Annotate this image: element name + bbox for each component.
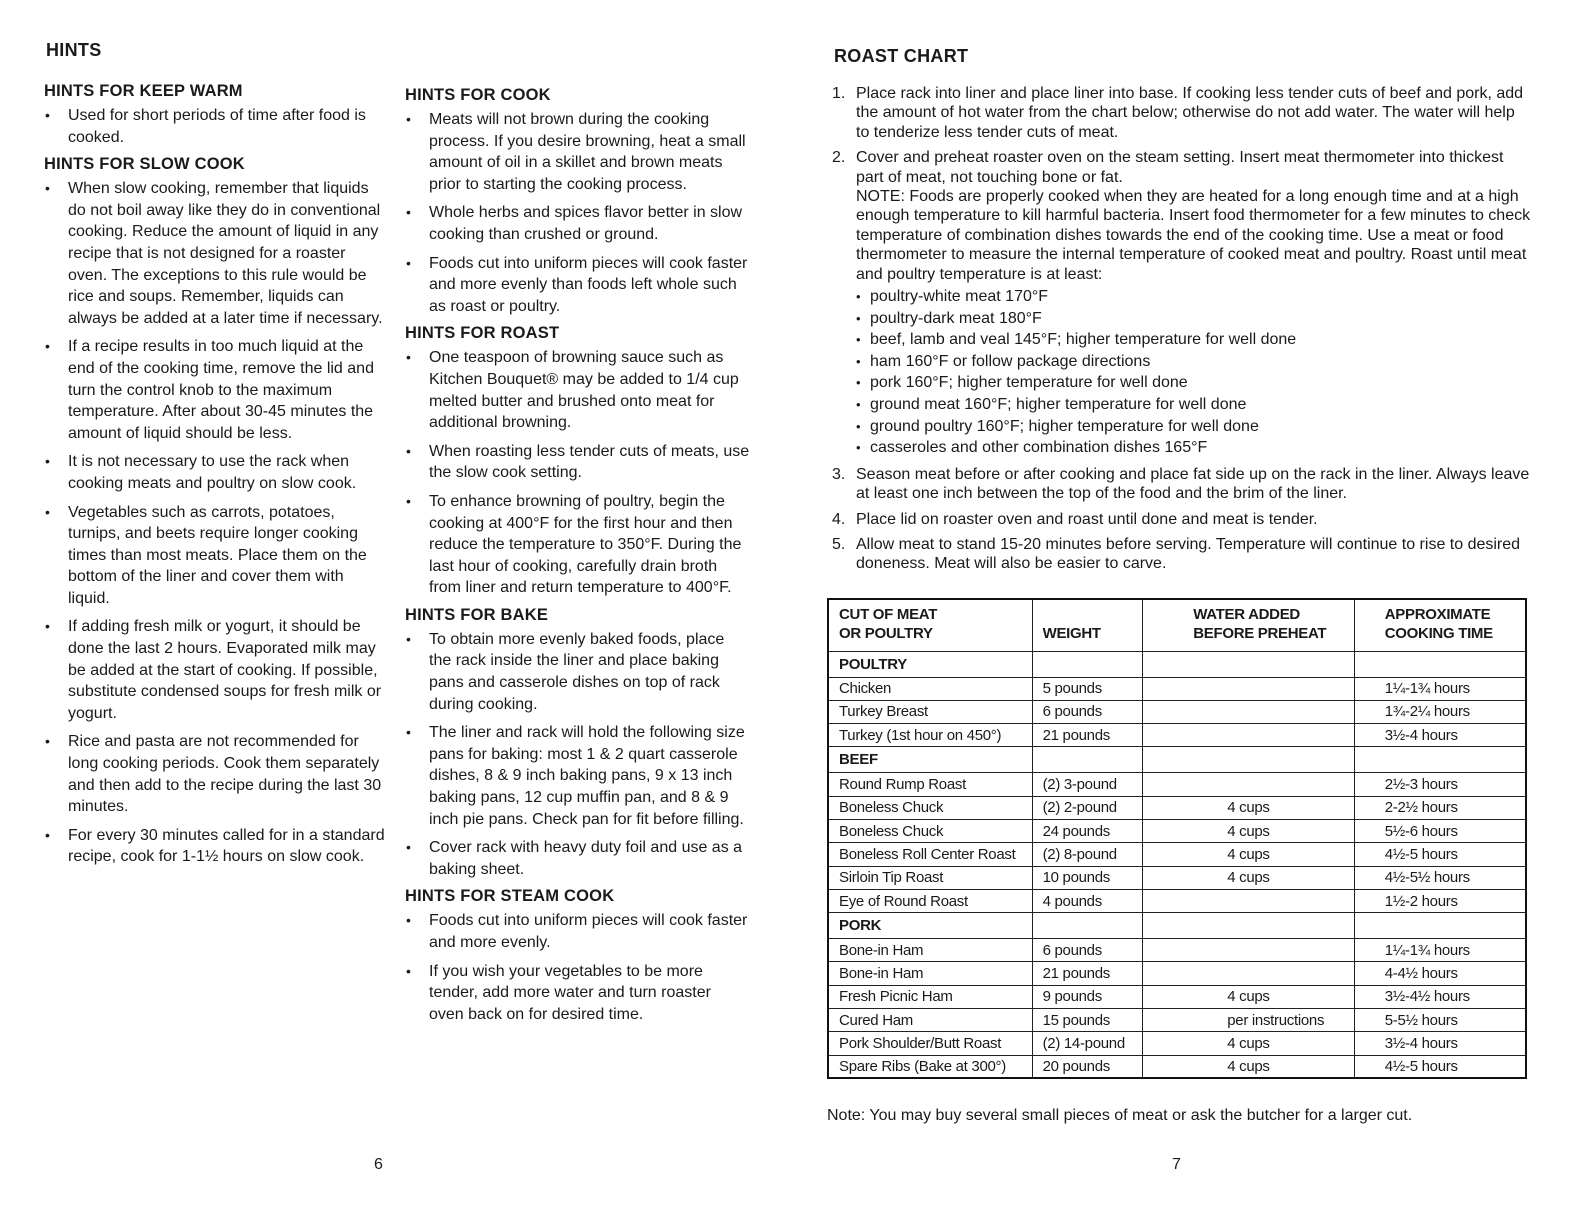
list-item: • For every 30 minutes called for in a standard recipe, cook for 1-1½ hours on slow cook. [44,825,389,868]
list-item: • To obtain more evenly baked foods, place the rack inside the liner and place baking pans and casserole dishes on top of rack during cooking. [405,629,750,715]
cell-water: per instructions [1143,1009,1355,1032]
table-row [828,889,1526,912]
cell-weight: 6 pounds [1032,700,1143,723]
step-number: 5. [832,536,846,554]
header-cut [828,599,1032,651]
cell-water: 4 cups [1143,866,1355,889]
cell-cut: Cured Ham [828,1009,1032,1032]
cell-cut: Pork Shoulder/Butt Roast [828,1032,1032,1055]
cell-cut: Round Rump Roast [828,773,1032,796]
step-text: Place rack into liner and place liner into base. If cooking less tender cuts of beef and pork, add the amount of hot water from the chart below; otherwise do not add water. The water will help to tenderize less tender cuts of meat. [856,85,1524,141]
header-cut-line1: CUT OF MEAT [839,605,938,623]
page-title-hints: HINTS [46,40,102,60]
header-water-line2: BEFORE PREHEAT [1193,624,1327,642]
cell-weight: 9 pounds [1032,985,1143,1008]
list-item: • It is not necessary to use the rack when cooking meats and poultry on slow cook. [44,451,389,494]
cell-water: 4 cups [1143,1032,1355,1055]
list-item: • Rice and pasta are not recommended for long cooking periods. Cook them separately and then add to the recipe during the last 30 minutes. [44,731,389,817]
cell-time: 5-5½ hours [1354,1009,1526,1032]
temperature-item: • ham 160°F or follow package directions [856,351,1532,373]
cell-weight: 21 pounds [1032,962,1143,985]
temperature-item: • poultry-dark meat 180°F [856,308,1532,330]
section-label: BEEF [828,747,1032,773]
cell-cut: Boneless Roll Center Roast [828,843,1032,866]
cell-cut: Fresh Picnic Ham [828,985,1032,1008]
step-number: 3. [832,465,846,483]
table-row [828,843,1526,866]
cell-time: 1¼-1¾ hours [1354,939,1526,962]
heading-slow-cook: HINTS FOR SLOW COOK [44,155,245,174]
cell-weight: 10 pounds [1032,866,1143,889]
cell-time: 4-4½ hours [1354,962,1526,985]
cell-weight: 5 pounds [1032,677,1143,700]
table-row [828,700,1526,723]
temperature-item: • pork 160°F; higher temperature for well done [856,372,1532,394]
cell-time: 4½-5 hours [1354,1055,1526,1078]
step-number: 1. [832,85,846,102]
list-item: • If adding fresh milk or yogurt, it should be done the last 2 hours. Evaporated milk may be added at the start of cooking. If possible, substitute condensed soups for fresh milk or yogurt. [44,616,389,724]
header-weight [1032,599,1143,651]
slow-cook-list [44,178,389,868]
page-title-roast-chart: ROAST CHART [834,46,969,66]
list-item: • When slow cooking, remember that liquids do not boil away like they do in conventional cooking. Reduce the amount of liquid in any recipe that is not designed for a roaster oven. The exceptions to this rule would be rice and soups. Remember, liquids can always be added at a later time if necessary. [44,178,389,329]
step-item [832,510,1532,529]
cell-time: 1½-2 hours [1354,889,1526,912]
bake-list [405,629,750,881]
cell-weight: 4 pounds [1032,889,1143,912]
heading-roast: HINTS FOR ROAST [405,324,560,343]
cell-time: 3½-4 hours [1354,724,1526,747]
step-text: Allow meat to stand 15-20 minutes before serving. Temperature will continue to rise to desired doneness. Meat will also be easier to carve. [856,536,1521,573]
table-header-row [828,599,1526,651]
cell-weight: 15 pounds [1032,1009,1143,1032]
cell-water [1143,889,1355,912]
cell-water: 4 cups [1143,1055,1355,1078]
table-row [828,1009,1526,1032]
temperature-item: • casseroles and other combination dishes 165°F [856,437,1532,459]
cell-time: 5½-6 hours [1354,819,1526,842]
header-time-line1: APPROXIMATE [1384,605,1491,623]
step-text: Cover and preheat roaster oven on the steam setting. Insert meat thermometer into thickest part of meat, not touching bone or fat. [856,149,1504,186]
step-item [832,84,1532,142]
cell-water: 4 cups [1143,819,1355,842]
table-row [828,773,1526,796]
cell-cut: Eye of Round Roast [828,889,1032,912]
cell-weight: (2) 14-pound [1032,1032,1143,1055]
list-item: • Whole herbs and spices flavor better in slow cooking than crushed or ground. [405,202,750,245]
cell-weight: 6 pounds [1032,939,1143,962]
table-row [828,1032,1526,1055]
cell-water [1143,677,1355,700]
table-row [828,1055,1526,1078]
list-item: • Vegetables such as carrots, potatoes, turnips, and beets require longer cooking times than most meats. Place them on the bottom of the liner and cover them with liquid. [44,502,389,610]
cell-cut: Boneless Chuck [828,796,1032,819]
step-item [832,148,1532,459]
cell-time: 1¼-1¾ hours [1354,677,1526,700]
header-water-line1: WATER ADDED [1193,605,1300,623]
table-row [828,939,1526,962]
list-item: • Foods cut into uniform pieces will cook faster and more evenly than foods left whole such as roast or poultry. [405,253,750,318]
hints-middle-column [405,80,750,1032]
step-text: Place lid on roaster oven and roast until done and meat is tender. [856,510,1318,528]
cell-time: 4½-5½ hours [1354,866,1526,889]
cell-weight: 20 pounds [1032,1055,1143,1078]
table-row [828,819,1526,842]
section-label: PORK [828,913,1032,939]
temperature-item: • poultry-white meat 170°F [856,286,1532,308]
hints-left-column [44,76,389,875]
list-item: • If a recipe results in too much liquid at the end of the cooking time, remove the lid and turn the control knob to the maximum temperature. After about 30-45 minutes the amount of liquid should be less. [44,336,389,444]
section-label: POULTRY [828,651,1032,677]
cell-cut: Boneless Chuck [828,819,1032,842]
heading-steam-cook: HINTS FOR STEAM COOK [405,887,615,906]
list-item: • To enhance browning of poultry, begin the cooking at 400°F for the first hour and then reduce the temperature to 350°F. During the last hour of cooking, carefully drain broth from liner and return temperature to 400°F. [405,491,750,599]
cell-water: 4 cups [1143,985,1355,1008]
cell-time: 3½-4½ hours [1354,985,1526,1008]
table-row [828,796,1526,819]
page-number-right: 7 [1172,1156,1181,1173]
keep-warm-list [44,105,389,148]
temperature-item: • ground meat 160°F; higher temperature for well done [856,394,1532,416]
cell-weight: (2) 3-pound [1032,773,1143,796]
temperature-list [856,286,1532,459]
section-row-pork [828,913,1526,939]
cell-time: 2-2½ hours [1354,796,1526,819]
header-weight-label: WEIGHT [1042,624,1101,642]
header-cut-line2: OR POULTRY [839,624,933,642]
cell-weight: 21 pounds [1032,724,1143,747]
heading-bake: HINTS FOR BAKE [405,605,549,624]
table-row [828,677,1526,700]
roast-list [405,347,750,599]
cell-cut: Sirloin Tip Roast [828,866,1032,889]
cell-cut: Spare Ribs (Bake at 300°) [828,1055,1032,1078]
cell-weight: 24 pounds [1032,819,1143,842]
cell-water [1143,962,1355,985]
roast-chart-body [828,651,1526,1078]
list-item: • One teaspoon of browning sauce such as Kitchen Bouquet® may be added to 1/4 cup melted butter and brushed onto meat for additional browning. [405,347,750,433]
step-text: Season meat before or after cooking and place fat side up on the rack in the liner. Always leave at least one inch between the top of the food and the brim of the liner. [856,465,1530,503]
table-row [828,962,1526,985]
heading-cook: HINTS FOR COOK [405,86,551,104]
cell-weight: (2) 2-pound [1032,796,1143,819]
chart-note: Note: You may buy several small pieces of meat or ask the butcher for a larger cut. [827,1107,1413,1124]
cell-cut: Bone-in Ham [828,962,1032,985]
cell-cut: Turkey (1st hour on 450°) [828,724,1032,747]
list-item: • Used for short periods of time after food is cooked. [44,105,389,148]
roast-chart-table [827,598,1527,1079]
roast-steps [832,84,1532,580]
step-item [832,465,1532,504]
list-item: • Meats will not brown during the cooking process. If you desire browning, heat a small amount of oil in a skillet and brown meats prior to starting the cooking process. [405,109,750,195]
cell-water [1143,773,1355,796]
cell-time: 1¾-2¼ hours [1354,700,1526,723]
cell-cut: Turkey Breast [828,700,1032,723]
table-row [828,985,1526,1008]
list-item: • The liner and rack will hold the following size pans for baking: most 1 & 2 quart casserole dishes, 8 & 9 inch baking pans, 9 x 13 inch baking pans, 12 cup muffin pan, and 8 & 9 inch pie pans. Check pan for fit before filling. [405,722,750,830]
list-item: • When roasting less tender cuts of meats, use the slow cook setting. [405,441,750,484]
cook-list [405,109,750,317]
temperature-item: • ground poultry 160°F; higher temperature for well done [856,416,1532,438]
table-row [828,866,1526,889]
step-number: 4. [832,510,846,528]
header-time [1354,599,1526,651]
cell-cut: Bone-in Ham [828,939,1032,962]
temperature-item: • beef, lamb and veal 145°F; higher temperature for well done [856,329,1532,351]
steps-list [832,84,1532,574]
cell-water [1143,939,1355,962]
header-water [1143,599,1355,651]
step-item [832,535,1532,574]
cell-time: 3½-4 hours [1354,1032,1526,1055]
step-note: NOTE: Foods are properly cooked when they are heated for a long enough time and at a high enough temperature to kill harmful bacteria. Insert food thermometer for a few minutes to check temperature of combination dishes towards the end of the cooking time. Use a meat or food thermometer to measure the internal temperature of cooked meat and poultry. Roast until meat and poultry temperature is at least: [856,188,1531,283]
list-item: • Cover rack with heavy duty foil and use as a baking sheet. [405,837,750,880]
steam-cook-list [405,910,750,1025]
cell-weight: (2) 8-pound [1032,843,1143,866]
cell-time: 2½-3 hours [1354,773,1526,796]
cell-water [1143,724,1355,747]
section-row-beef [828,747,1526,773]
heading-keep-warm: HINTS FOR KEEP WARM [44,82,243,100]
page-number-left: 6 [374,1156,383,1173]
list-item: • If you wish your vegetables to be more tender, add more water and turn roaster oven back on for desired time. [405,961,750,1026]
step-number: 2. [832,149,846,167]
section-row-poultry [828,651,1526,677]
header-time-line2: COOKING TIME [1384,624,1493,642]
cell-water: 4 cups [1143,843,1355,866]
list-item: • Foods cut into uniform pieces will cook faster and more evenly. [405,910,750,953]
table-row [828,724,1526,747]
cell-cut: Chicken [828,677,1032,700]
cell-time: 4½-5 hours [1354,843,1526,866]
cell-water [1143,700,1355,723]
cell-water: 4 cups [1143,796,1355,819]
